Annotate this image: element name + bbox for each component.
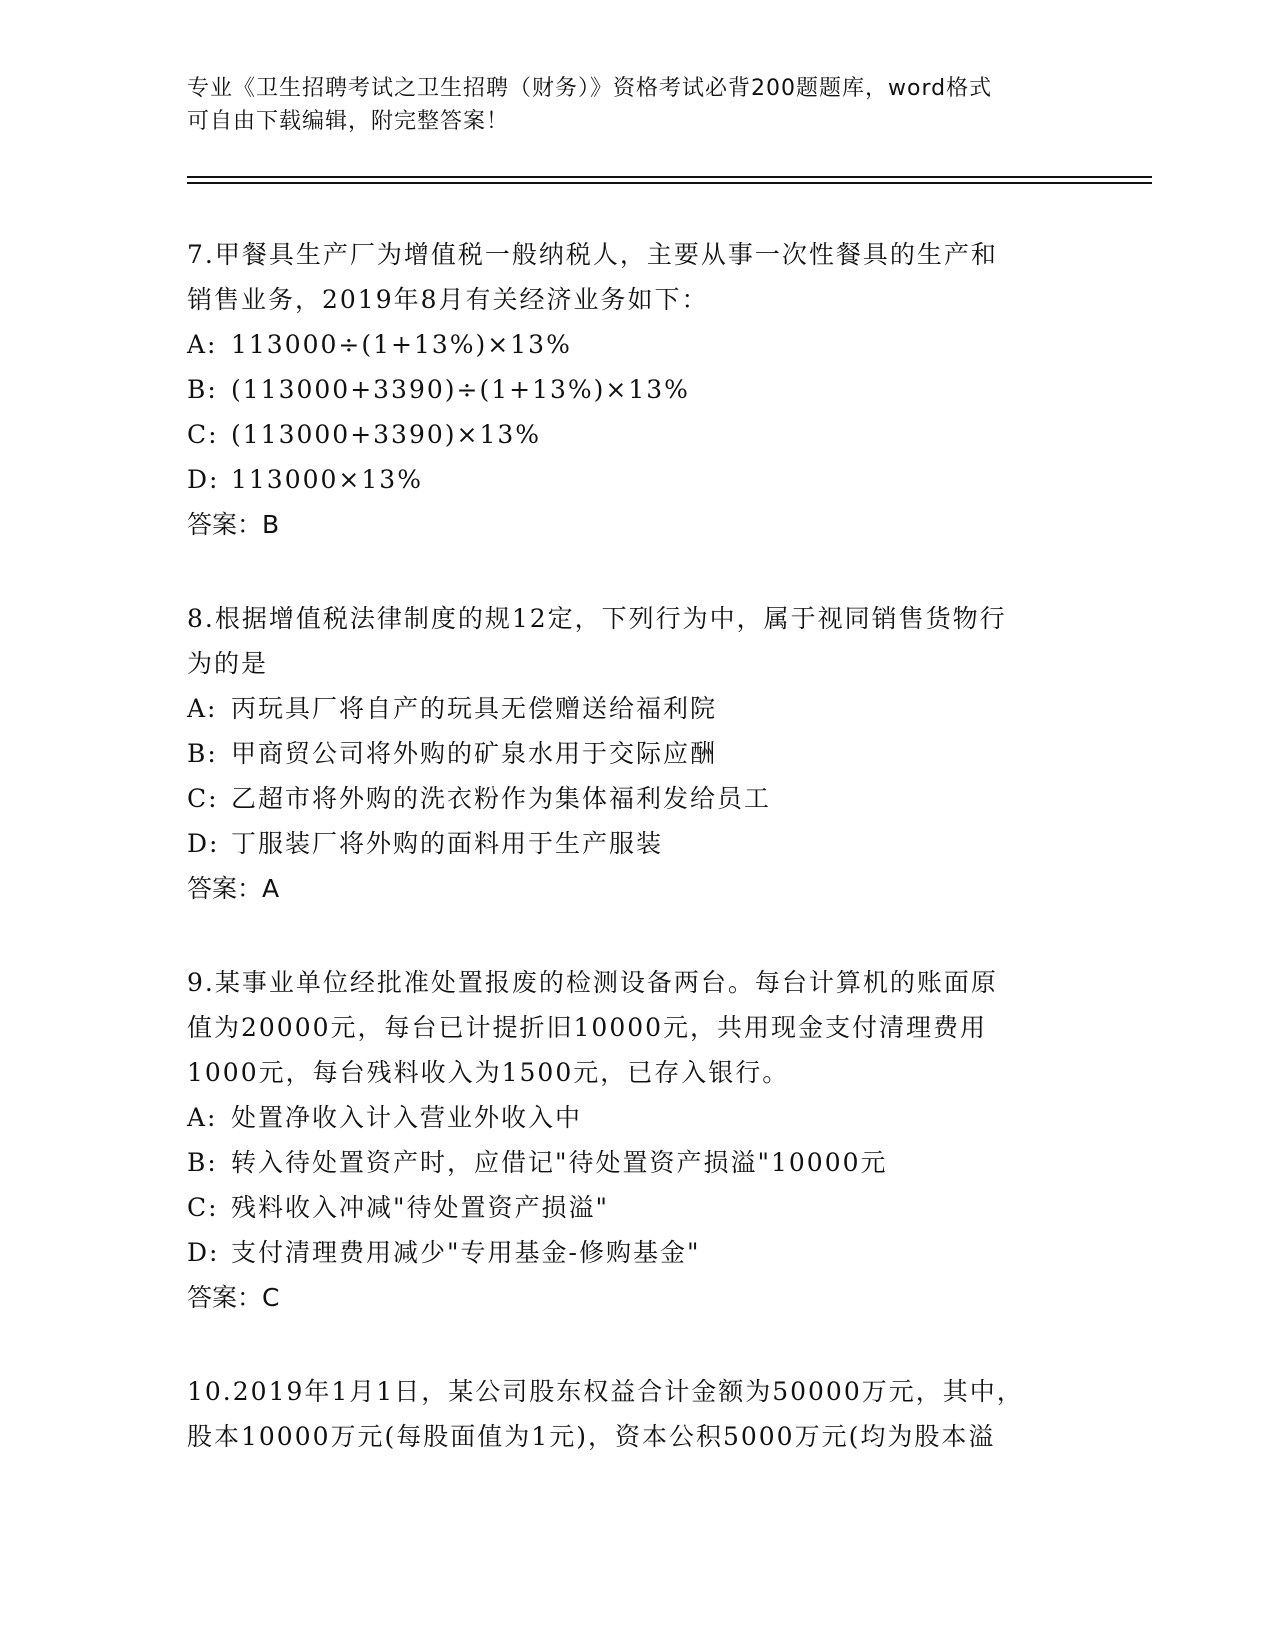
option-a — [187, 322, 1087, 367]
question-7 — [187, 232, 1087, 547]
option-text: 113000×13% — [231, 465, 423, 494]
question-line: 9.某事业单位经批准处置报废的检测设备两台。每台计算机的账面原 — [187, 968, 998, 997]
question-9 — [187, 960, 1087, 1320]
document-header — [187, 72, 1087, 138]
option-text: (113000+3390)×13% — [231, 420, 542, 449]
option-letter: C: — [187, 420, 219, 449]
question-line: 8.根据增值税法律制度的规12定，下列行为中，属于视同销售货物行 — [187, 604, 1007, 633]
option-text: 丁服装厂将外购的面料用于生产服装 — [231, 829, 664, 858]
option-text: 甲商贸公司将外购的矿泉水用于交际应酬 — [231, 739, 718, 768]
question-line: 10.2019年1月1日，某公司股东权益合计金额为50000万元，其中， — [187, 1377, 1024, 1406]
option-text: 转入待处置资产时，应借记"待处置资产损溢"10000元 — [231, 1148, 888, 1177]
option-d — [187, 1230, 1087, 1275]
option-a — [187, 1095, 1087, 1140]
option-letter: A: — [187, 330, 218, 359]
option-letter: B: — [187, 739, 218, 768]
option-text: 残料收入冲减"待处置资产损溢" — [231, 1193, 609, 1222]
question-8 — [187, 596, 1087, 911]
question-line: 股本10000万元(每股面值为1元)，资本公积5000万元(均为股本溢 — [187, 1422, 996, 1451]
question-line: 1000元，每台残料收入为1500元，已存入银行。 — [187, 1058, 790, 1087]
header-divider-top — [187, 176, 1152, 178]
option-c — [187, 412, 1087, 457]
option-letter: D: — [187, 1238, 220, 1267]
option-text: 丙玩具厂将自产的玩具无偿赠送给福利院 — [231, 694, 718, 723]
option-text: 支付清理费用减少"专用基金-修购基金" — [231, 1238, 701, 1267]
question-line: 值为20000元，每台已计提折旧10000元，共用现金支付清理费用 — [187, 1013, 988, 1042]
header-divider-bottom — [187, 182, 1152, 184]
option-d — [187, 457, 1087, 502]
option-text: 乙超市将外购的洗衣粉作为集体福利发给员工 — [231, 784, 772, 813]
header-line-1: 专业《卫生招聘考试之卫生招聘（财务）》资格考试必背200题题库，word格式 — [187, 76, 993, 101]
option-letter: B: — [187, 1148, 218, 1177]
option-b — [187, 1140, 1087, 1185]
question-list — [187, 232, 1087, 1459]
question-line: 为的是 — [187, 649, 269, 678]
option-b — [187, 731, 1087, 776]
option-a — [187, 686, 1087, 731]
answer-line: 答案：B — [187, 510, 280, 539]
question-line: 销售业务，2019年8月有关经济业务如下： — [187, 285, 709, 314]
option-c — [187, 1185, 1087, 1230]
option-letter: B: — [187, 375, 218, 404]
option-text: 处置净收入计入营业外收入中 — [231, 1103, 583, 1132]
header-line-2: 可自由下载编辑，附完整答案！ — [187, 109, 510, 134]
option-c — [187, 776, 1087, 821]
option-text: (113000+3390)÷(1+13%)×13% — [231, 375, 690, 404]
option-text: 113000÷(1+13%)×13% — [231, 330, 572, 359]
option-letter: D: — [187, 465, 220, 494]
option-letter: A: — [187, 694, 218, 723]
option-letter: C: — [187, 1193, 219, 1222]
option-d — [187, 821, 1087, 866]
question-10 — [187, 1369, 1087, 1459]
option-b — [187, 367, 1087, 412]
option-letter: A: — [187, 1103, 218, 1132]
option-letter: C: — [187, 784, 219, 813]
option-letter: D: — [187, 829, 220, 858]
answer-line: 答案：C — [187, 1283, 280, 1312]
answer-line: 答案：A — [187, 874, 280, 903]
question-line: 7.甲餐具生产厂为增值税一般纳税人，主要从事一次性餐具的生产和 — [187, 240, 998, 269]
